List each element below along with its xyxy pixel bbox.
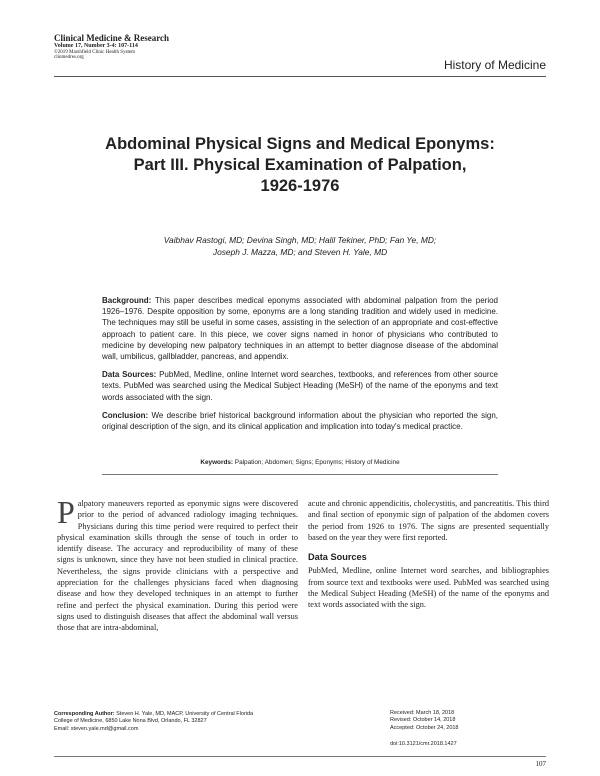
journal-info bbox=[54, 33, 169, 61]
conclusion-text: We describe brief historical background information about the physician who reported the sign, original description of the sign, and its clinical application and implication into today's medical practice. bbox=[102, 410, 498, 432]
body-column-right bbox=[308, 498, 549, 620]
right-paragraph-1: acute and chronic appendicitis, cholecystitis, and pancreatitis. This third and final section of eponymic sign of palpation of the abdomen covers the period from 1926 to 1976. The signs are presented sequentially based on the year they were first reported. bbox=[308, 499, 549, 542]
section-label: History of Medicine bbox=[443, 58, 546, 72]
keywords bbox=[0, 459, 600, 466]
journal-name: Clinical Medicine & Research bbox=[54, 33, 170, 43]
authors-line-1: Vaibhav Rastogi, MD; Devina Singh, MD; Halil Tekiner, PhD; Fan Ye, MD; bbox=[163, 235, 437, 245]
abstract bbox=[102, 295, 498, 439]
conclusion-label: Conclusion: bbox=[102, 410, 149, 420]
title-line-2: Part III. Physical Examination of Palpation, bbox=[133, 156, 467, 174]
intro-text: alpatory maneuvers reported as eponymic signs were discovered prior to the period of advanced radiology imaging techniques. Physicians during this time period were required to perfect their physical examination skills through the sense of touch in order to identify disease. The accuracy and reproducibility of many of these signs is unknown, since they have not been studied in clinical practice. Nevertheless, the signs provide clinicians with a perspective and appreciation for the challenges physicians faced when diagnosing disease and how they developed techniques in an attempt to further refine and perfect the physical examination. During this period were signs used to distinguish diseases that affect the abdominal wall versus those that are intra-abdominal, bbox=[57, 499, 298, 633]
abstract-conclusion bbox=[102, 410, 498, 432]
header-divider bbox=[54, 76, 546, 77]
footer-divider bbox=[54, 756, 546, 757]
doi: doi:10.3121/cmr.2018.1427 bbox=[390, 741, 457, 747]
right-paragraph-2: PubMed, Medline, online Internet word searches, and bibliographies from source text and textbooks were used. PubMed was searched using the Medical Subject Heading (MeSH) of the name of the eponyms and text words associated with the sign. bbox=[308, 566, 549, 610]
received-date: Received: March 18, 2018 bbox=[390, 710, 455, 716]
corr-address: College of Medicine, 6850 Lake Nona Blvd, Orlando, FL 32827 bbox=[54, 718, 207, 725]
page-number: 107 bbox=[535, 760, 546, 768]
abstract-background bbox=[102, 295, 498, 362]
data-sources-heading: Data Sources bbox=[308, 552, 367, 563]
revised-date: Revised: October 14, 2018 bbox=[390, 717, 456, 724]
data-sources-label: Data Sources: bbox=[102, 370, 157, 380]
corr-line-1 bbox=[54, 711, 324, 718]
keywords-text: Palpation; Abdomen; Signs; Eponyms; History of Medicine bbox=[233, 459, 400, 466]
corr-label: Corresponding Author: bbox=[54, 711, 115, 717]
journal-copyright: ©2019 Marshfield Clinic Health System bbox=[54, 49, 136, 55]
corresponding-author bbox=[54, 711, 324, 733]
keywords-divider bbox=[102, 474, 498, 475]
journal-website: clinmedres.org bbox=[54, 55, 84, 61]
article-title bbox=[60, 134, 540, 197]
body-column-left bbox=[57, 494, 298, 643]
corr-email: Email: steven.yale.md@gmail.com bbox=[54, 725, 139, 732]
corr-name: Steven H. Yale, MD, MACP, University of Central Florida bbox=[114, 711, 254, 717]
author-list bbox=[90, 234, 510, 258]
background-label: Background: bbox=[102, 296, 152, 305]
accepted-date: Accepted: October 24, 2018 bbox=[390, 724, 459, 731]
data-sources-text: PubMed, Medline, online Internet word searches, textbooks, and references from other source texts. PubMed was searched using the Medical Subject Heading (MeSH) of the name of the eponyms and text words associated with the sign. bbox=[102, 370, 498, 402]
keywords-label: Keywords: bbox=[200, 459, 234, 466]
title-line-1: Abdominal Physical Signs and Medical Eponyms: bbox=[105, 135, 495, 153]
article-dates bbox=[390, 710, 459, 732]
title-line-3: 1926-1976 bbox=[260, 177, 340, 195]
abstract-data-sources bbox=[102, 369, 498, 403]
authors-line-2: Joseph J. Mazza, MD; and Steven H. Yale, MD bbox=[212, 247, 388, 257]
background-text: This paper describes medical eponyms associated with abdominal palpation from the period 1926–1976. Despite opposition by some, eponyms are a long standing tradition and widely used in medicine. The techniques may still be useful in some cases, assisting in the selection of an appropriate and cost-effective approach to patient care. In this piece, we cover signs named in honor of physicians who contributed to medicine by developing new palpatory techniques in an attempt to better diagnose disease of the abdominal wall, umbilicus, gallbladder, pancreas, and appendix. bbox=[102, 296, 498, 362]
intro-paragraph bbox=[57, 494, 298, 634]
journal-volume: Volume 17, Number 3-4: 107-114 bbox=[54, 43, 138, 50]
drop-cap: P bbox=[57, 494, 75, 530]
